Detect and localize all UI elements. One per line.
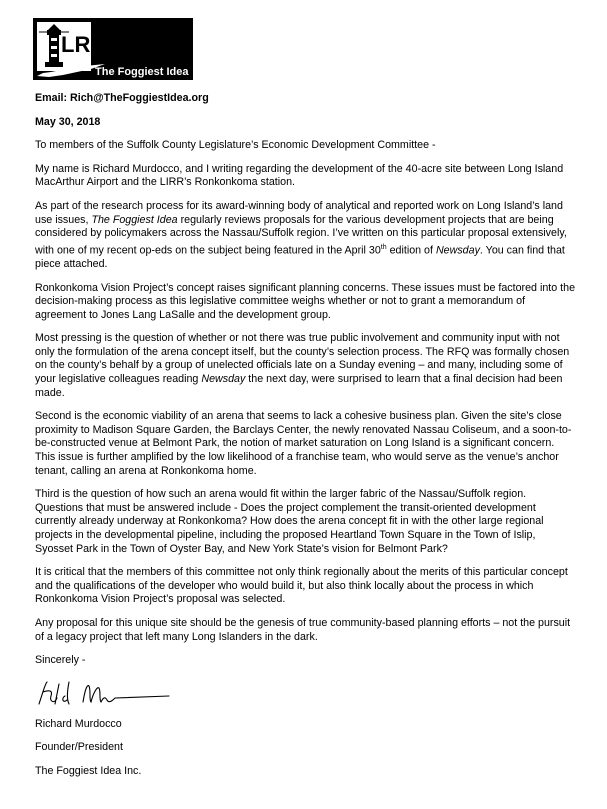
signer-title: Founder/President [35, 741, 123, 754]
date-line: May 30, 2018 [35, 115, 101, 128]
signer-organization: The Foggiest Idea Inc. [35, 764, 142, 777]
paragraph-8: Any proposal for this unique site should be the genesis of true community-based planning efforts – not the pursuit of a legacy project that left many Long Islanders in the dark. [35, 616, 571, 643]
signature-image [35, 678, 175, 708]
paragraph-7: It is critical that the members of this committee not only think regionally about the merits of this particular concept and the qualifications of the developer who would build it, but also think locally about the process in which Ronkonkoma Vision Project’s proposal was selected. [35, 566, 568, 606]
paragraph-3: Ronkonkoma Vision Project’s concept raises significant planning concerns. These issues must be factored into the decision-making process as this legislative committee weighs whether or not to grant a memorandum of agreement to Jones Lang LaSalle and the development group. [35, 281, 576, 321]
logo-initials: LRM [61, 32, 109, 57]
paragraph-5: Second is the economic viability of an arena that seems to lack a cohesive business plan. Given the site’s close proximity to Madison Square Garden, the Barclays Center, the newly renovated Nassau Coliseum, and a soon-to-be-constructed venue at Belmont Park, the notion of market saturation on Long Island is a significant concern. This issue is further amplified by the low likelihood of a franchise team, who would serve as the venue’s anchor tenant, calling an arena at Ronkonkoma home. [35, 410, 572, 477]
email-line: Email: Rich@TheFoggiestIdea.org [35, 92, 209, 104]
logo-tagline: The Foggiest Idea [95, 66, 189, 78]
newspaper-name: Newsday [435, 244, 480, 257]
signer-name: Richard Murdocco [35, 717, 122, 730]
newspaper-name: Newsday [201, 373, 246, 386]
paragraph-1: My name is Richard Murdocco, and I writing regarding the development of the 40-acre site between Long Island MacArthur Airport and the LIRR’s Ronkonkoma station. [35, 162, 564, 189]
publication-name: The Foggiest Idea [91, 213, 178, 226]
letter-body [35, 92, 575, 789]
valediction: Sincerely - [35, 654, 86, 667]
paragraph-4: Most pressing is the question of whether or not there was true public involvement and community input with not only the formulation of the arena concept itself, but the county’s selection process. The RFQ was formally chosen on the county’s behalf by a group of unelected officials late on a Sunday evening – and many, including some of your legislative colleagues reading Newsday the next day, were surprised to learn that a final decision had been made. [35, 332, 570, 399]
foggiest-idea-logo [33, 18, 193, 80]
salutation: To members of the Suffolk County Legislature’s Economic Development Committee - [35, 139, 436, 152]
paragraph-6: Third is the question of how such an arena would fit within the larger fabric of the Nassau/Suffolk region. Questions that must be answered include - Does the project complement the transit-oriented development currently already underway at Ronkonkoma? How does the arena concept fit in with the other large regional projects in the developmental pipeline, including the proposed Heartland Town Square in the Town of Islip, Syosset Park in the Town of Oyster Bay, and New York State’s vision for Belmont Park? [35, 488, 544, 555]
paragraph-2: As part of the research process for its award-winning body of analytical and reported work on Long Island’s land use issues, The Foggiest Idea regularly reviews proposals for the various development projects that are being considered by policymakers across the Nassau/Suffolk region. I’ve written on this particular proposal extensively, with one of my recent op-eds on the subject being featured in the April 30th edition of Newsday. You can find that piece attached. [35, 199, 567, 270]
